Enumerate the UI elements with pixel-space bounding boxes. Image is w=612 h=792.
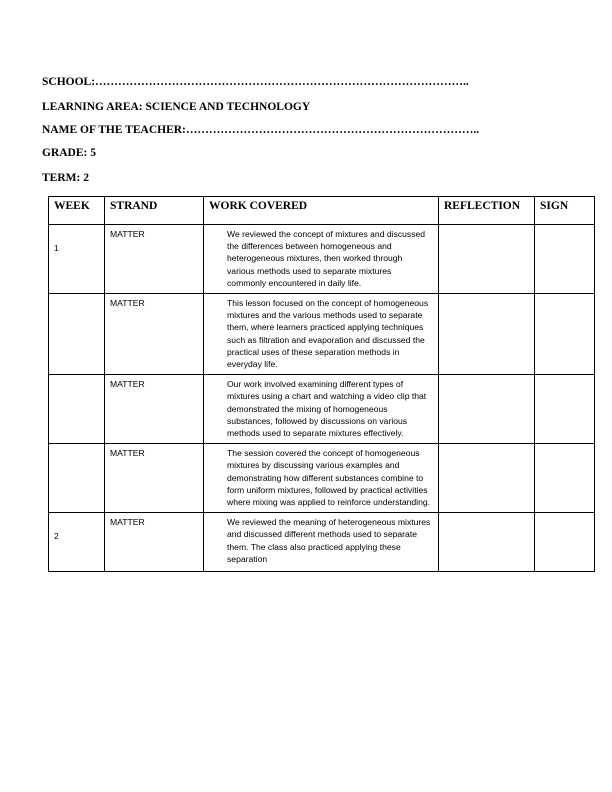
table-row — [49, 375, 595, 444]
strand-cell: MATTER — [110, 379, 145, 390]
sign-cell[interactable] — [535, 294, 595, 375]
table-row — [49, 225, 595, 294]
table-row — [49, 513, 595, 572]
strand-cell: MATTER — [110, 517, 145, 528]
grade: GRADE: 5 — [42, 147, 96, 159]
week-cell — [49, 375, 104, 392]
teacher-name-field: NAME OF THE TEACHER:………………………………………………………………….. — [42, 124, 480, 136]
reflection-cell[interactable] — [439, 444, 535, 513]
column-header-reflection: REFLECTION — [439, 197, 535, 225]
work-covered-cell: We reviewed the concept of mixtures and discussed the differences between homogeneous and heterogeneous mixtures, then worked through various methods used to separate mixtures commonly encountered in daily life. — [227, 229, 426, 288]
strand-cell: MATTER — [110, 298, 145, 309]
reflection-cell[interactable] — [439, 225, 535, 294]
term: TERM: 2 — [42, 172, 89, 184]
reflection-cell[interactable] — [439, 513, 535, 572]
sign-cell[interactable] — [535, 444, 595, 513]
work-covered-table — [48, 196, 595, 572]
table-header-row — [49, 197, 595, 225]
column-header-sign: SIGN — [535, 197, 595, 225]
work-covered-cell: This lesson focused on the concept of homogeneous mixtures and the various methods used to separate them, where learners practiced applying techniques such as filtration and evaporation and discussed the practical uses of these separation methods in everyday life. — [227, 298, 429, 370]
column-header-week: WEEK — [49, 197, 105, 225]
school-field: SCHOOL:…………………………………………………………………………………….. — [42, 76, 469, 88]
column-header-strand: STRAND — [105, 197, 204, 225]
strand-cell: MATTER — [110, 229, 145, 239]
work-covered-cell: The session covered the concept of homogeneous mixtures by discussing various examples and demonstrating how different substances combine to form uniform mixtures, followed by practical activities where mixing was applied to reinforce understanding. — [227, 448, 431, 508]
week-cell: 1 — [54, 243, 59, 253]
week-cell — [49, 294, 104, 311]
work-covered-cell: We reviewed the meaning of heterogeneous mixtures and discussed different methods used to separate them. The class also practiced applying these separation — [227, 517, 431, 564]
strand-cell: MATTER — [110, 448, 145, 459]
reflection-cell[interactable] — [439, 294, 535, 375]
week-cell — [49, 444, 104, 461]
table-row — [49, 294, 595, 375]
sign-cell[interactable] — [535, 513, 595, 572]
learning-area: LEARNING AREA: SCIENCE AND TECHNOLOGY — [42, 101, 311, 113]
column-header-work-covered: WORK COVERED — [204, 197, 439, 225]
week-cell: 2 — [54, 531, 59, 542]
reflection-cell[interactable] — [439, 375, 535, 444]
table-row — [49, 444, 595, 513]
sign-cell[interactable] — [535, 375, 595, 444]
sign-cell[interactable] — [535, 225, 595, 294]
work-covered-cell: Our work involved examining different types of mixtures using a chart and watching a video clip that demonstrated the mixing of homogeneous substances, followed by discussions on various methods used to separate mixtures effectively. — [227, 379, 427, 439]
